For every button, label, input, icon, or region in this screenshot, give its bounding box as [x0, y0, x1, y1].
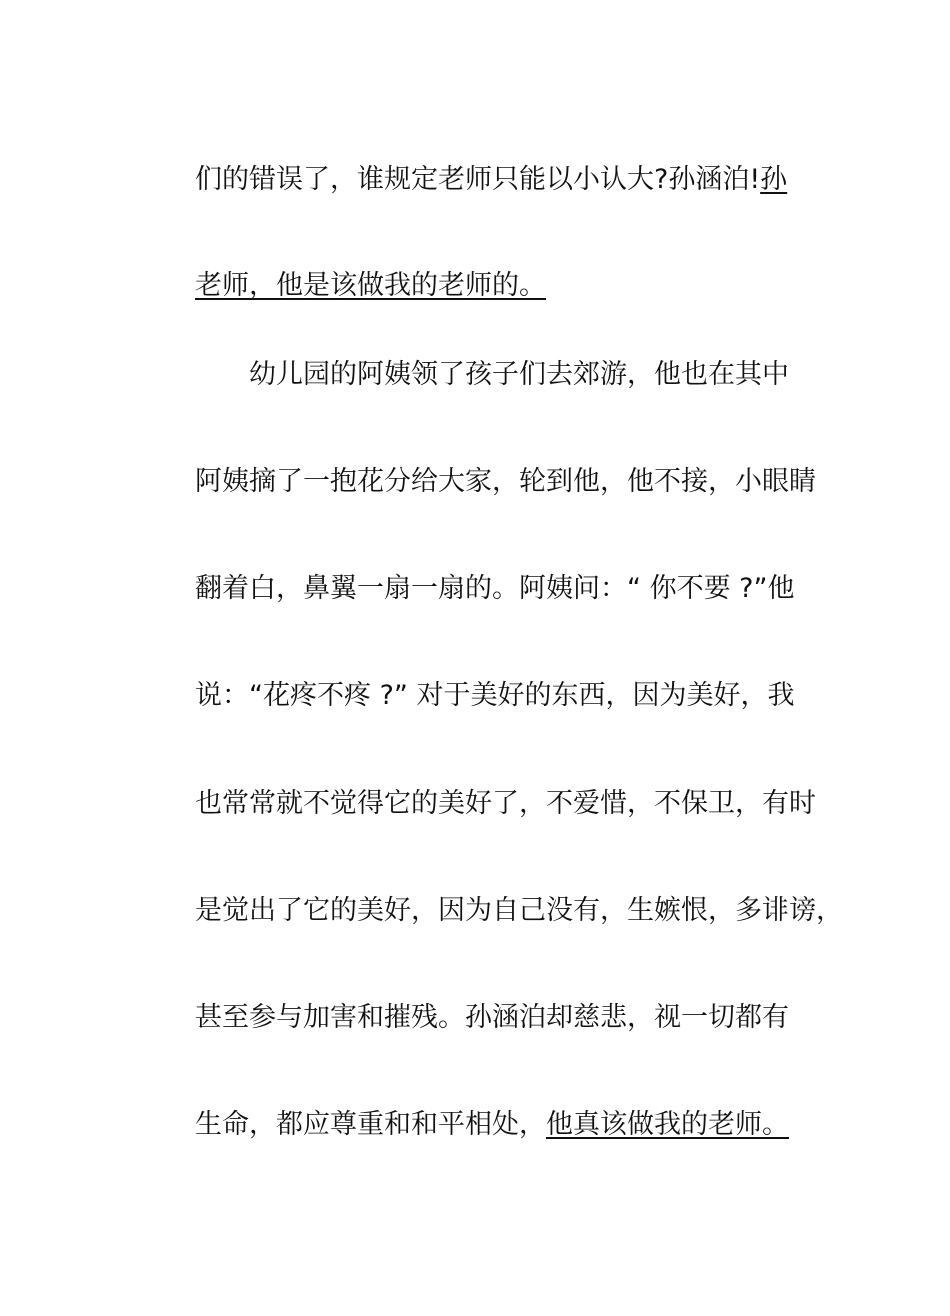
underlined-text: 孙 [760, 164, 788, 195]
text-line-1 [195, 162, 835, 198]
text-line-8 [195, 893, 843, 929]
underlined-text: 他真该做我的老师。 [546, 1109, 789, 1140]
text-line-5 [195, 571, 835, 607]
text-segment: 幼儿园的阿姨领了孩子们去郊游，他也在其中 [249, 359, 789, 390]
text-segment: 是觉出了它的美好，因为自己没有，生嫉恨，多诽谤， [195, 895, 843, 926]
text-segment: 甚至参与加害和摧残。孙涵泊却慈悲，视一切都有 [195, 1002, 789, 1033]
text-segment: 阿姨摘了一抱花分给大家，轮到他，他不接，小眼睛 [195, 466, 816, 497]
text-line-9 [195, 1000, 835, 1036]
text-segment: 也常常就不觉得它的美好了，不爱惜，不保卫，有时 [195, 788, 816, 819]
text-segment: 们的错误了，谁规定老师只能以小认大?孙涵泊! [195, 164, 761, 195]
text-line-3 [249, 357, 889, 393]
text-line-10 [195, 1107, 835, 1143]
text-segment: 翻着白，鼻翼一扇一扇的。阿姨问：“ 你不要 ?”他 [195, 573, 795, 604]
text-line-7 [195, 786, 835, 822]
text-line-6 [195, 678, 835, 714]
underlined-text: 老师，他是该做我的老师的。 [195, 270, 546, 301]
text-line-2 [195, 268, 835, 304]
text-line-4 [195, 464, 835, 500]
text-segment: 说：“花疼不疼 ?” 对于美好的东西，因为美好，我 [195, 680, 795, 711]
text-segment: 生命，都应尊重和和平相处， [195, 1109, 546, 1140]
